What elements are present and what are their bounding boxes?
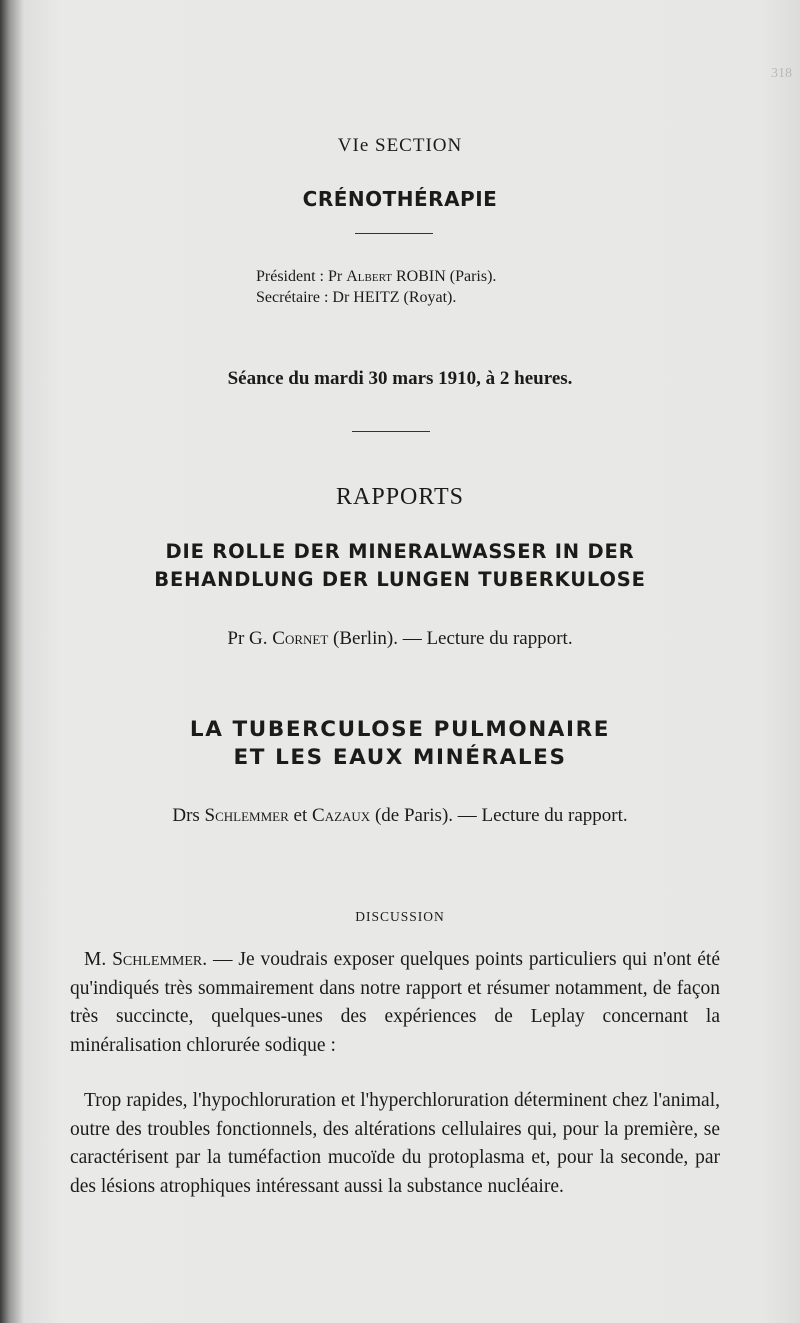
report2-author-prefix: Drs: [172, 805, 200, 826]
rapports-heading: RAPPORTS: [336, 484, 464, 510]
officers-block: [256, 266, 496, 308]
president-line: [256, 266, 496, 287]
report2-title: [0, 716, 800, 772]
president-role: Président :: [256, 268, 324, 285]
report2-author-name2: Cazaux: [312, 805, 371, 826]
report1-byline: [0, 628, 800, 650]
session-date: Séance du mardi 30 mars 1910, à 2 heures.: [227, 368, 573, 389]
section-label: VIe SECTION: [337, 135, 463, 156]
report2-author-mid: et: [293, 805, 308, 826]
report1-title: [0, 538, 800, 594]
report1-title-line2: BEHANDLUNG DER LUNGEN TUBERKULOSE: [154, 568, 646, 591]
report1-author-name: Cornet: [272, 628, 329, 649]
report2-author-rest: (de Paris). — Lecture du rapport.: [374, 805, 628, 826]
report2-title-line1: LA TUBERCULOSE PULMONAIRE: [189, 717, 611, 742]
report1-author-rest: (Berlin). — Lecture du rapport.: [333, 628, 573, 649]
section-divider: [355, 233, 433, 234]
discussion-paragraph-2: Trop rapides, l'hypochloruration et l'hyperchloruration déterminent chez l'animal, outre des troubles fonctionnels, des altérations cellulaires qui, pour la première, se caractérisent par la tuméfaction mucoïde du protoplasma et, pour la seconde, par des lésions atrophiques intéressant aussi la substance nucléaire.: [70, 1090, 720, 1197]
report1-title-line1: DIE ROLLE DER MINERALWASSER IN DER: [165, 540, 635, 563]
report2-title-line2: ET LES EAUX MINÉRALES: [233, 745, 567, 770]
president-title: Pr: [328, 268, 343, 285]
report2-author-name1: Schlemmer: [204, 805, 289, 826]
session-divider: [352, 431, 430, 432]
secretary-role: Secrétaire :: [256, 289, 329, 306]
paragraph-1-text: — Je voudrais exposer quelques points particuliers qui n'ont été qu'indiqués très sommairement dans notre rapport et résumer notamment, de façon très succincte, quelques-unes des expériences de Leplay concernant la minéralisation chlorurée sodique :: [70, 949, 721, 1056]
discussion-paragraph-1: [70, 946, 720, 1060]
report1-author-prefix: Pr G.: [227, 628, 268, 649]
secretary-name: Dr HEITZ (Royat).: [332, 289, 457, 306]
page-number: 318: [771, 66, 792, 81]
section-title: CRÉNOTHÉRAPIE: [302, 187, 498, 211]
discussion-label: DISCUSSION: [355, 909, 445, 924]
secretary-line: [256, 287, 496, 308]
president-firstname: Albert: [346, 268, 392, 285]
speaker-name: M. Schlemmer.: [84, 949, 208, 970]
president-surname: ROBIN (Paris).: [395, 268, 497, 285]
report2-byline: [0, 805, 800, 827]
